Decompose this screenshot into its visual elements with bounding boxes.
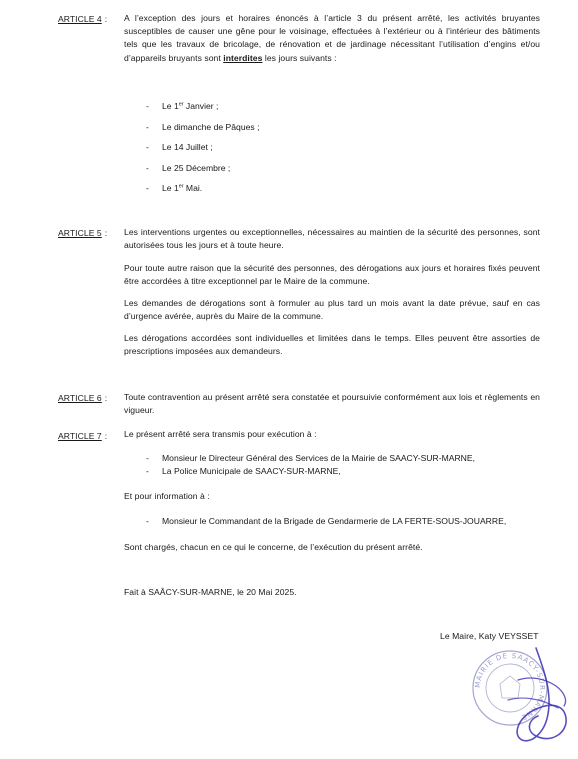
signature (478, 640, 578, 755)
info-intro: Et pour information à : (124, 491, 210, 501)
article-5-paragraph-1: Les interventions urgentes ou exceptionnelles, nécessaires au maintien de la sécurité des personnes, sont autorisées tous les jours et à toute heure. (124, 227, 540, 251)
signatory: Le Maire, Katy VEYSSET (440, 631, 539, 641)
list-item: - La Police Municipale de SAACY-SUR-MARNE, (146, 466, 341, 476)
list-item: - Le 1er Janvier ; (146, 101, 219, 111)
emphasis-interdites: interdites (223, 52, 263, 63)
list-item: - Le dimanche de Pâques ; (146, 121, 260, 132)
closing-sentence: Sont chargés, chacun en ce qui le concerne, de l’exécution du présent arrêté. (124, 542, 423, 552)
recipient-list (146, 452, 475, 478)
article-6-paragraph: Toute contravention au présent arrêté sera constatée et poursuivie conformément aux lois et règlements en vigueur. (124, 392, 540, 416)
article-5-label: ARTICLE 5 : (58, 228, 108, 238)
article-7-intro: Le présent arrêté sera transmis pour exécution à : (124, 429, 317, 439)
place-date: Fait à SAÂCY-SUR-MARNE, le 20 Mai 2025. (124, 587, 297, 597)
article-4-paragraph: A l’exception des jours et horaires énoncés à l’article 3 du présent arrêté, les activités bruyantes susceptibles de causer une gêne pour le voisinage, effectuées à l’extérieur ou à l’intérieur des bâtiments tels que les travaux de bricolage, de rénovation et de jardinage nécessitant l’utilisation d’engins et/ou d’appareils bruyants sont interdites les jours suivants : (124, 13, 540, 63)
stamp-text: MAIRIE DE SAACY-SUR-MARNE (473, 651, 547, 722)
list-item: - Le 14 Juillet ; (146, 142, 213, 152)
list-item: - Le 25 Décembre ; (146, 162, 231, 173)
list-item: - Monsieur le Commandant de la Brigade de Gendarmerie de LA FERTE-SOUS-JOUARRE, (146, 516, 507, 526)
article-5-paragraph-3: Les demandes de dérogations sont à formuler au plus tard un mois avant la date prévue, sauf en cas d’urgence avérée, auprès du Maire de la commune. (124, 298, 540, 322)
article-7-label: ARTICLE 7 : (58, 431, 108, 441)
article-6-label: ARTICLE 6 : (58, 393, 108, 403)
list-item: - Monsieur le Directeur Général des Services de la Mairie de SAACY-SUR-MARNE, (146, 453, 475, 463)
list-item: - Le 1er Mai. (146, 183, 203, 193)
article-5-paragraph-4: Les dérogations accordées sont individuelles et limitées dans le temps. Elles peuvent être assorties de prescriptions imposées aux demandeurs. (124, 333, 540, 357)
info-recipient-list (146, 515, 506, 528)
article-5-paragraph-2: Pour toute autre raison que la sécurité des personnes, des dérogations aux jours et horaires fixés peuvent être accordées à titre exceptionnel par le Maire de la commune. (124, 263, 540, 287)
holiday-list (146, 100, 259, 203)
article-4-label: ARTICLE 4 : (58, 14, 108, 24)
